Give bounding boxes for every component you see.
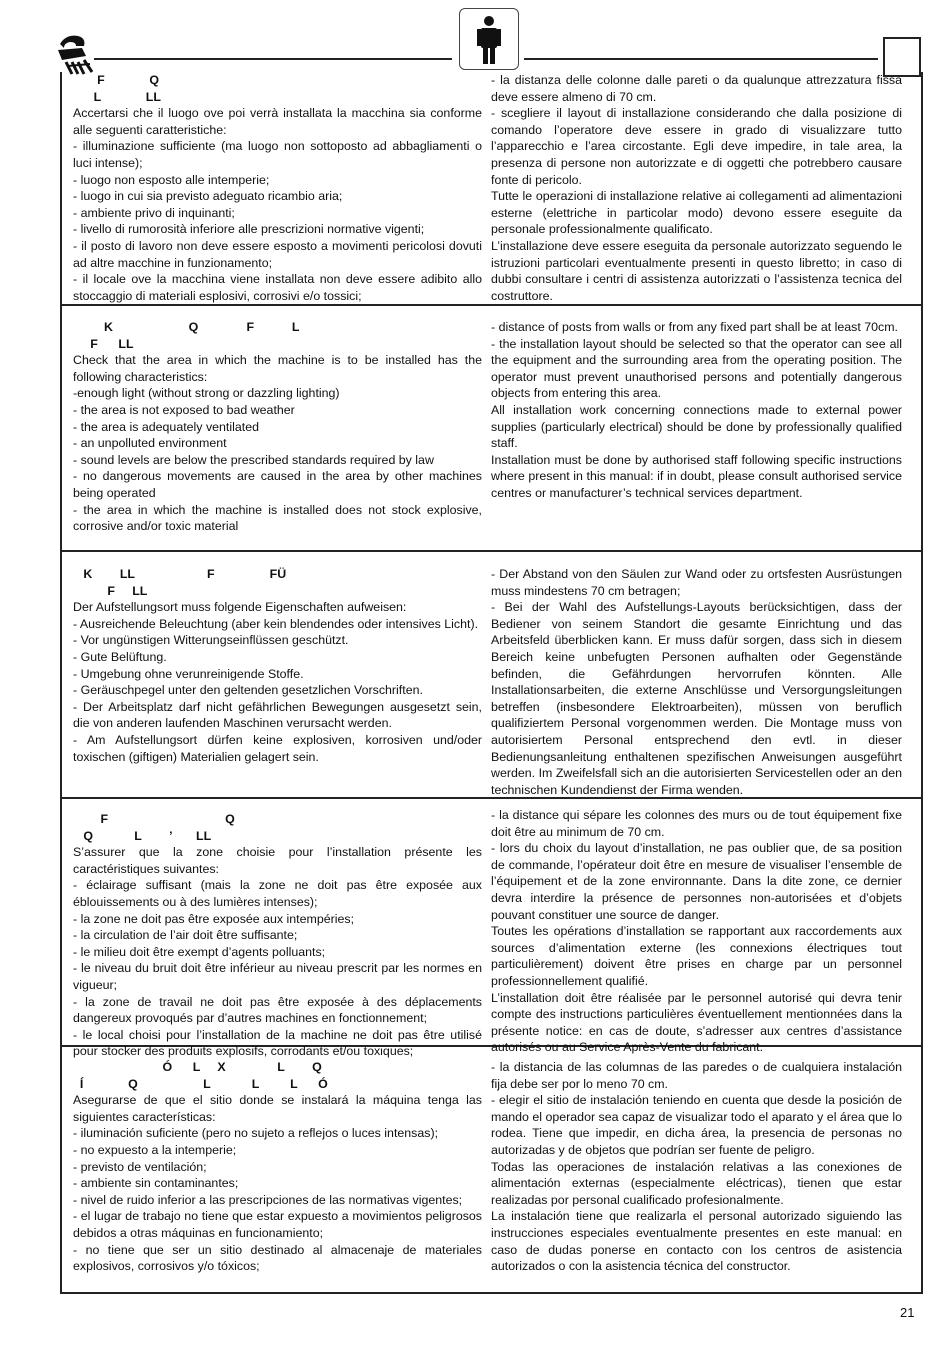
paragraph: - no expuesto a la intemperie;: [73, 1142, 237, 1157]
header-rule-left: [94, 58, 452, 60]
paragraph: - scegliere il layout di installazione considerando che dalla posizione di comando l’operatore deve essere in grado di visualizzare tutto l’apparecchio e l’area circostante. Egli deve impedire, in tale area, la presenza di persone non autorizzate e di oggetti che potrebbero causare fonte di pericolo.: [491, 106, 902, 187]
paragraph: - nivel de ruido inferior a las prescripciones de las normativas vigentes;: [73, 1192, 463, 1207]
section-french-left: [73, 811, 482, 1060]
section-spanish-left: [73, 1059, 482, 1275]
section-heading-line: Ó L X L Q: [73, 1060, 322, 1074]
paragraph: - livello di rumorosità inferiore alle prescrizioni normative vigenti;: [73, 222, 425, 237]
section-heading-line: F Q: [73, 812, 235, 826]
paragraph: - no dangerous movements are caused in the area by other machines being operated: [73, 469, 482, 500]
paragraph: - la distanza delle colonne dalle pareti o da qualunque attrezzatura fissa deve essere almeno di 70 cm.: [491, 73, 902, 104]
paragraph: - éclairage suffisant (mais la zone ne doit pas être exposée aux éblouissements ou à des lumières intenses);: [73, 878, 482, 909]
section-italian-left: [73, 72, 482, 304]
paragraph: - il posto di lavoro non deve essere esposto a movimenti pericolosi dovuti ad altre macchine in funzionamento;: [73, 238, 482, 270]
header-rule-right: [524, 58, 878, 60]
paragraph: - ambiente privo di inquinanti;: [73, 205, 235, 220]
paragraph: L’installazione deve essere eseguita da personale autorizzato seguendo le istruzioni particolari eventualmente presenti in questo libretto; in caso di dubbi consultare i centri di assistenza autorizzati o l’assistenza tecnica del costruttore.: [491, 238, 902, 303]
paragraph: - la zone ne doit pas être exposée aux intempéries;: [73, 911, 355, 926]
page-number: 21: [900, 1305, 915, 1320]
brand-logo-icon: [52, 30, 100, 78]
paragraph: - le niveau du bruit doit être inférieur au niveau prescrit par les normes en vigueur;: [73, 961, 482, 992]
paragraph: All installation work concerning connections made to external power supplies (particularly electrical) should be done by professionally qualified staff.: [491, 402, 902, 451]
paragraph: - il locale ove la macchina viene installata non deve essere adibito allo stoccaggio di materiali esplosivi, corrosivi e/o tossici;: [73, 272, 482, 303]
paragraph: - the area is not exposed to bad weather: [73, 402, 295, 417]
paragraph: - la circulation de l’air doit être suffisante;: [73, 928, 298, 943]
section-heading-line: K LL F FÜ: [73, 567, 287, 581]
paragraph: - luogo non esposto alle intemperie;: [73, 172, 270, 187]
paragraph: - la distance qui sépare les colonnes des murs ou de tout équipement fixe doit être au minimum de 70 cm.: [491, 808, 902, 839]
section-english-right: [491, 319, 902, 502]
corner-box: [883, 37, 921, 77]
paragraph: - Gute Belüftung.: [73, 649, 167, 664]
section-divider: [60, 550, 921, 552]
paragraph: - Geräuschpegel unter den geltenden gesetzlichen Vorschriften.: [73, 683, 423, 698]
paragraph: - le local choisi pour l’installation de la machine ne doit pas être utilisé pour stocker des produits explosifs, corrodants et/ou toxiques;: [73, 1027, 482, 1059]
section-french-right: [491, 807, 902, 1056]
paragraph: - distance of posts from walls or from any fixed part shall be at least 70cm.: [491, 320, 898, 334]
section-german-left: [73, 566, 482, 765]
paragraph: - la distancia de las columnas de las paredes o de cualquiera instalación fija debe ser por lo meno 70 cm.: [491, 1060, 902, 1091]
paragraph: Installation must be done by authorised staff following specific instructions where present in this manual: if in doubt, please consult authorised service centres or manufacturer’s technical services department.: [491, 452, 902, 500]
paragraph: - Ausreichende Beleuchtung (aber kein blendendes oder intensives Licht).: [73, 616, 479, 631]
paragraph: Tutte le operazioni di installazione relative ai collegamenti ad alimentazioni esterne (elettriche in particolar modo) devono essere eseguite da personale professionalmente qualificato.: [491, 189, 902, 237]
section-german-right: [491, 566, 902, 798]
section-spanish-right: [491, 1059, 902, 1275]
paragraph: - le milieu doit être exempt d’agents polluants;: [73, 944, 326, 959]
section-heading-line: L LL: [73, 89, 161, 104]
paragraph: - Bei der Wahl des Aufstellungs-Layouts berücksichtigen, dass der Bediener von seinem Standort die gesamte Einrichtung und das Arbeitsfeld überblicken kann. Er muss dafür sorgen, dass sich in diesem Bereich keine unbefugten Personen aufhalten oder Gegenstände befinden, die Gefährdungen hervorrufen könnten. Alle Installationsarbeiten, die externe Anschlüsse und Versorgungsleitungen betreffen (insbesondere Elektroarbeiten), müssen von beruflich qualifiziertem Personal vorgenommen werden. Die Montage muss von autorisiertem Personal entsprechend den evtl. in dieser Bedienungsanleitung enthaltenen spezifischen Anweisungen ausgeführt werden. Im Zweifelsfall sich an die autorisierten Servicestellen oder an den technischen Kundendienst der Firma wenden.: [491, 600, 902, 797]
paragraph: - sound levels are below the prescribed standards required by law: [73, 452, 434, 467]
paragraph: Der Aufstellungsort muss folgende Eigenschaften aufweisen:: [73, 600, 407, 615]
paragraph: - luogo in cui sia previsto adeguato ricambio aria;: [73, 189, 343, 204]
paragraph: - an unpolluted environment: [73, 436, 227, 451]
section-italian-right: [491, 72, 902, 304]
paragraph: - previsto de ventilación;: [73, 1159, 207, 1174]
section-heading-line: Í Q L L L Ó: [73, 1076, 328, 1091]
section-english-left: [73, 319, 482, 535]
paragraph: - el lugar de trabajo no tiene que estar expuesto a movimientos peligrosos debidos a otras máquinas en funcionamiento;: [73, 1209, 482, 1240]
paragraph: - no tiene que ser un sitio destinado al almacenaje de materiales explosivos, corrosivos y/o tóxicos;: [73, 1242, 482, 1274]
paragraph: - Der Arbeitsplatz darf nicht gefährlichen Bewegungen ausgesetzt sein, die von anderen laufenden Maschinen verursacht werden.: [73, 699, 482, 731]
paragraph: - Der Abstand von den Säulen zur Wand oder zu ortsfesten Ausrüstungen muss mindestens 70 cm betragen;: [491, 567, 902, 598]
paragraph: Toutes les opérations d’installation se rapportant aux raccordements aux sources d’alimentation externe (les connexions électriques tout particulièrement) doivent être prises en charge par un personnel professionnellement qualifié.: [491, 924, 902, 988]
paragraph: S’assurer que la zone choisie pour l’installation présente les caractéristiques suivantes:: [73, 845, 482, 876]
paragraph: - the area in which the machine is installed does not stock explosive, corrosive and/or toxic material: [73, 502, 482, 534]
paragraph: - ambiente sin contaminantes;: [73, 1176, 239, 1191]
section-heading-line: K Q F L: [73, 320, 300, 334]
paragraph: - the installation layout should be selected so that the operator can see all the equipment and the surrounding area from the operating position. The operator must prevent unauthorised persons and potentially dangerous objects from entering this area.: [491, 336, 902, 401]
paragraph: Accertarsi che il luogo ove poi verrà installata la macchina sia conforme alle seguenti caratteristiche:: [73, 106, 482, 137]
paragraph: Todas las operaciones de instalación relativas a las conexiones de alimentación externas (especialmente eléctricas), tienen que estar realizadas por personal cualificado profesionalmente.: [491, 1159, 902, 1207]
paragraph: La instalación tiene que realizarla el personal autorizado siguiendo las instrucciones especiales eventualmente presentes en este manual: en caso de dudas ponerse en contacto con los centros de asistencia autorizados o con la asistencia técnica del constructor.: [491, 1209, 902, 1274]
section-heading-line: F Q: [73, 73, 160, 87]
paragraph: - lors du choix du layout d’installation, ne pas oublier que, de sa position de commande, l’opérateur doit être en mesure de visualiser l’ensemble de l’équipement et de la zone environnante. Dans la dite zone, ce dernier devra interdire la présence de personnes non-autorisées et d’objets pouvant constituer une source de danger.: [491, 841, 902, 922]
paragraph: - elegir el sitio de instalación teniendo en cuenta que desde la posición de mando el operador sea capaz de visualizar todo el aparato y el área que lo rodea. Tiene que impedir, en dicha área, la presencia de personas no autorizadas y de objetos que podrían ser fuente de peligro.: [491, 1093, 902, 1157]
paragraph: - Am Aufstellungsort dürfen keine explosiven, korrosiven und/oder toxischen (giftigen) Materialien gelagert sein.: [73, 732, 482, 764]
paragraph: L’installation doit être réalisée par le personnel autorisé qui devra tenir compte des instructions particulières éventuellement mentionnées dans la présente notice: en cas de doute, s’adresser aux centres d’assistance autorisés ou au Service Après-Vente du fabricant.: [491, 990, 902, 1055]
paragraph: Check that the area in which the machine is to be installed has the following characteristics:: [73, 353, 482, 384]
paragraph: - the area is adequately ventilated: [73, 419, 259, 434]
paragraph: - Umgebung ohne verunreinigende Stoffe.: [73, 666, 304, 681]
section-heading-line: F LL: [73, 583, 148, 598]
paragraph: Asegurarse de que el sitio donde se instalará la máquina tenga las siguientes características:: [73, 1093, 482, 1124]
section-heading-line: F LL: [73, 336, 134, 351]
paragraph: - Vor ungünstigen Witterungseinflüssen geschützt.: [73, 633, 349, 648]
section-heading-line: Q L ’ LL: [73, 828, 212, 843]
paragraph: -enough light (without strong or dazzling lighting): [73, 386, 340, 401]
person-standing-icon: [459, 8, 519, 70]
paragraph: - iluminación suficiente (pero no sujeto a reflejos o luces intensas);: [73, 1126, 439, 1141]
paragraph: - la zone de travail ne doit pas être exposée à des déplacements dangereux provoqués par d’autres machines en fonctionnement;: [73, 994, 482, 1026]
paragraph: - illuminazione sufficiente (ma luogo non sottoposto ad abbagliamenti o luci intense);: [73, 139, 482, 170]
